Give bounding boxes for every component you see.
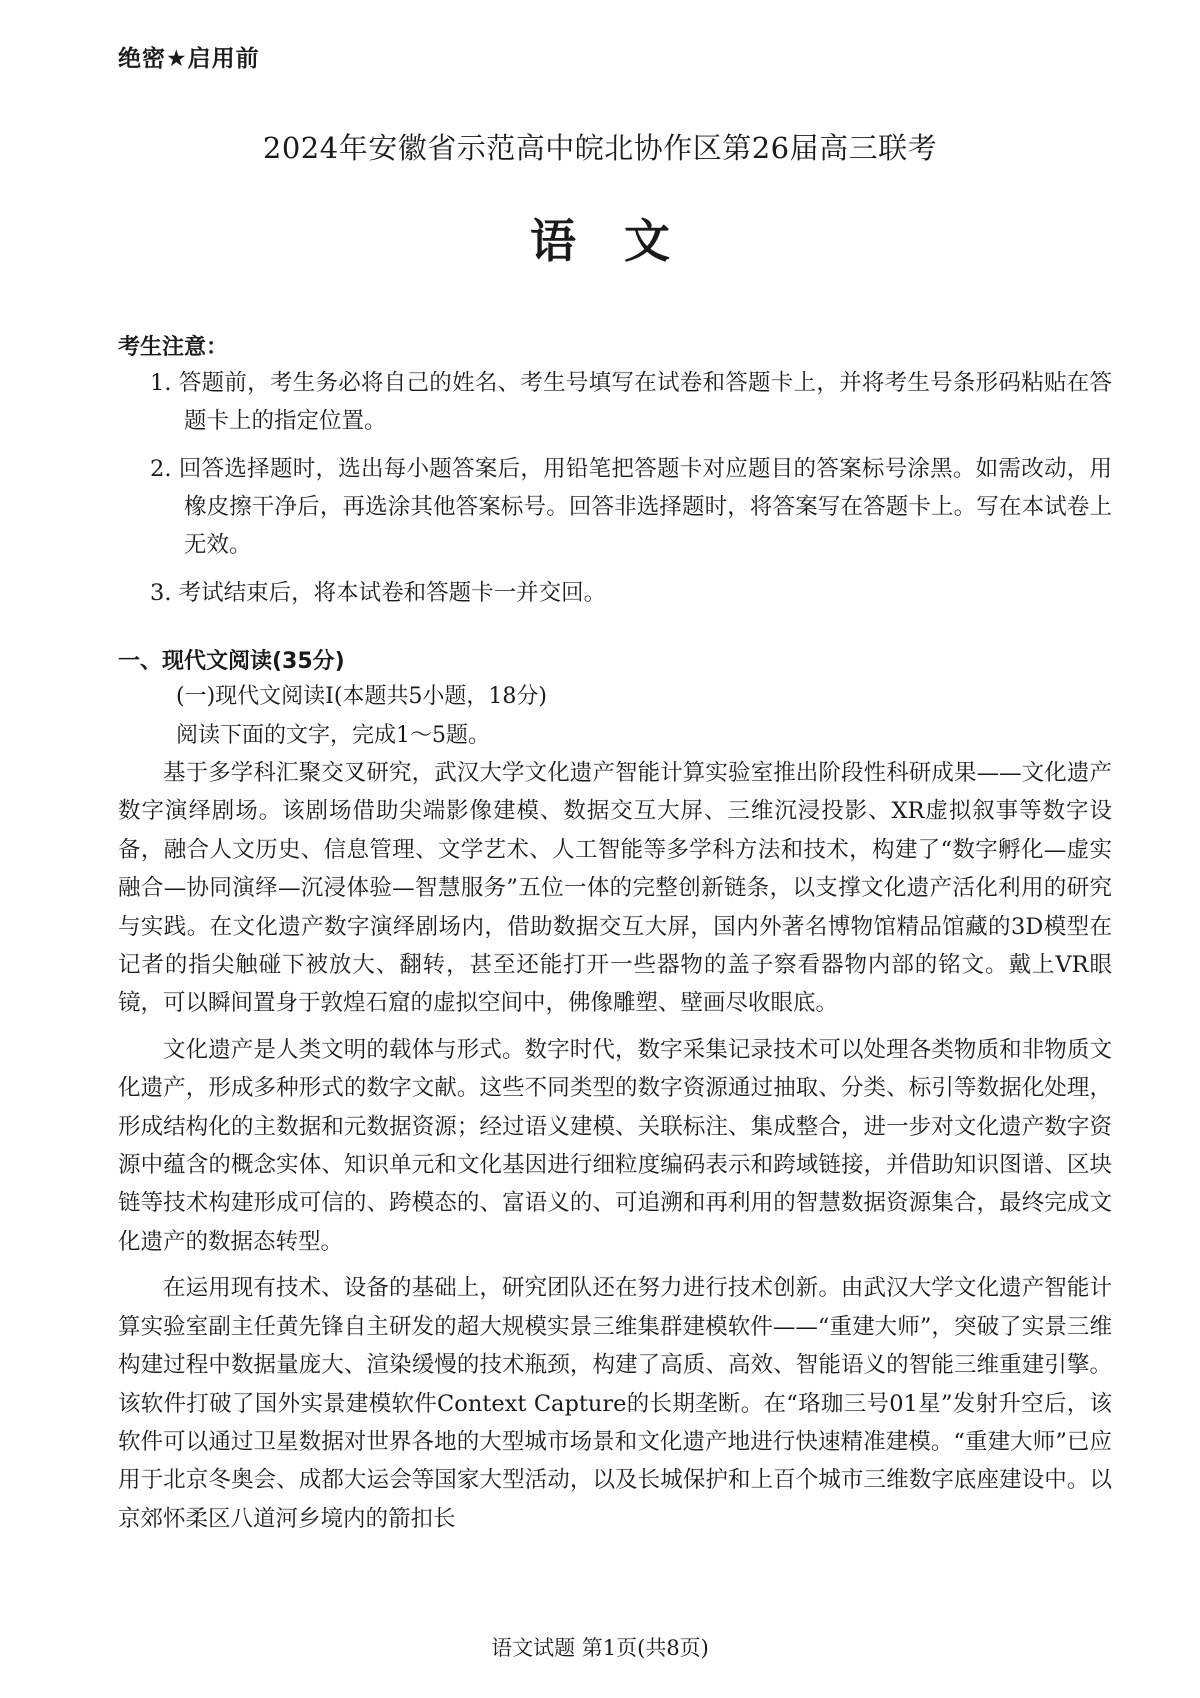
passage-paragraph: 文化遗产是人类文明的载体与形式。数字时代，数字采集记录技术可以处理各类物质和非物质文化遗产，形成多种形式的数字文献。这些不同类型的数字资源通过抽取、分类、标引等数据化处理，形成结构化的主数据和元数据资源；经过语义建模、关联标注、集成整合，进一步对文化遗产数字资源中蕴含的概念实体、知识单元和文化基因进行细粒度编码表示和跨域链接，并借助知识图谱、区块链等技术构建形成可信的、跨模态的、富语义的、可追溯和再利用的智慧数据资源集合，最终完成文化遗产的数据态转型。 — [118, 1036, 1112, 1255]
passage-paragraph: 在运用现有技术、设备的基础上，研究团队还在努力进行技术创新。由武汉大学文化遗产智能计算实验室副主任黄先锋自主研发的超大规模实景三维集群建模软件——“重建大师”，突破了实景三维构建过程中数据量庞大、渲染缓慢的技术瓶颈，构建了高质、高效、智能语义的智能三维重建引擎。该软件打破了国外实景建模软件Context Capture的长期垄断。在“珞珈三号01星”发射升空后，该软件可以通过卫星数据对世界各地的大型城市场景和文化遗产地进行快速精准建模。“重建大师”已应用于北京冬奥会、成都大运会等国家大型活动，以及长城保护和上百个城市三维数字底座建设中。以京郊怀柔区八道河乡境内的箭扣长 — [118, 1275, 1112, 1532]
passage-paragraph: 基于多学科汇聚交叉研究，武汉大学文化遗产智能计算实验室推出阶段性科研成果——文化遗产数字演绎剧场。该剧场借助尖端影像建模、数据交互大屏、三维沉浸投影、XR虚拟叙事等数字设备，融合人文历史、信息管理、文学艺术、人工智能等多学科方法和技术，构建了“数字孵化—虚实融合—协同演绎—沉浸体验—智慧服务”五位一体的完整创新链条，以支撑文化遗产活化利用的研究与实践。在文化遗产数字演绎剧场内，借助数据交互大屏，国内外著名博物馆精品馆藏的3D模型在记者的指尖触碰下被放大、翻转，甚至还能打开一些器物的盖子察看器物内部的铭文。戴上VR眼镜，可以瞬间置身于敦煌石窟的虚拟空间中，佛像雕塑、壁画尽收眼底。 — [118, 760, 1112, 1017]
notice-item: 2. 回答选择题时，选出每小题答案后，用铅笔把答题卡对应题目的答案标号涂黑。如需改动，用橡皮擦干净后，再选涂其他答案标号。回答非选择题时，将答案写在答题卡上。写在本试卷上无效。 — [150, 456, 1112, 558]
page-footer: 语文试题 第1页(共8页) — [491, 1636, 709, 1660]
reading-passage — [118, 754, 1112, 1546]
exam-title: 2024年安徽省示范高中皖北协作区第26届高三联考 — [262, 131, 938, 165]
classification-label: 绝密★启用前 — [118, 46, 260, 72]
notice-item: 3. 考试结束后，将本试卷和答题卡一并交回。 — [150, 580, 607, 606]
notice-list — [150, 364, 1112, 622]
notice-heading: 考生注意： — [118, 335, 229, 360]
reading-instruction: 阅读下面的文字，完成1～5题。 — [176, 723, 490, 748]
subject-title: 语文 — [530, 214, 718, 268]
notice-item: 1. 答题前，考生务必将自己的姓名、考生号填写在试卷和答题卡上，并将考生号条形码粘贴在答题卡上的指定位置。 — [150, 370, 1112, 434]
sub-section-heading: (一)现代文阅读Ⅰ(本题共5小题，18分) — [176, 684, 548, 709]
section-heading: 一、现代文阅读(35分) — [118, 649, 345, 674]
